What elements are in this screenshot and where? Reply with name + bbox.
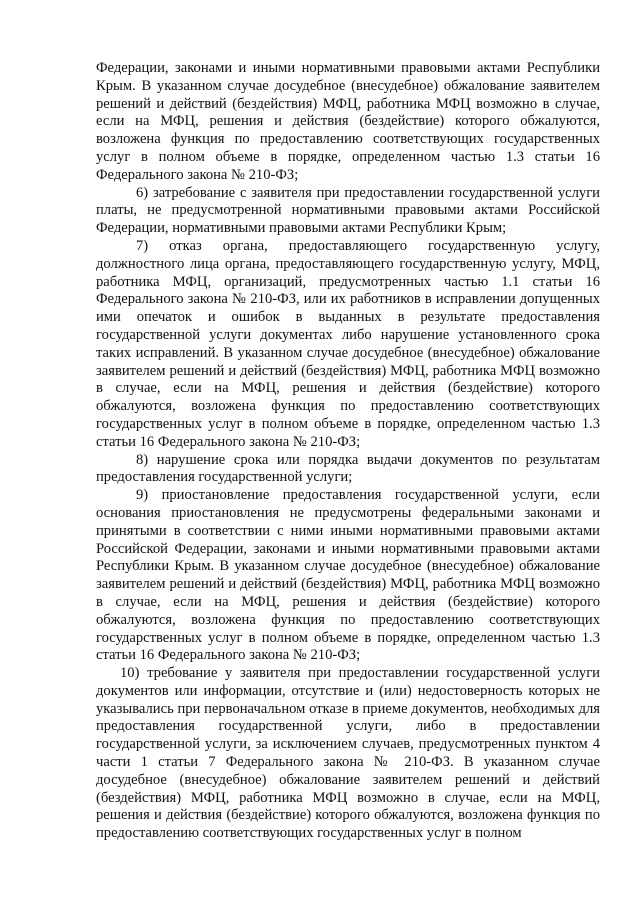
paragraph-item-10: 10) требование у заявителя при предоставлении государственной услуги документов или информации, отсутствие и (или) недостоверность которых не указывались при первоначальном отказе в приеме документов, необходимых для предоставления государственной услуги, либо в предоставлении государственной услуги, за исключением случаев, предусмотренных пунктом 4 части 1 статьи 7 Федерального закона № 210-ФЗ. В указанном случае досудебное (внесудебное) обжалование заявителем решений и действий (бездействия) МФЦ, работника МФЦ возможно в случае, если на МФЦ, решения и действия (бездействие) которого обжалуются, возложена функция по предоставлению соответствующих государственных услуг в полном: [96, 665, 600, 842]
paragraph-item-7: 7) отказ органа, предоставляющего государственную услугу, должностного лица органа, предоставляющего государственную услугу, МФЦ, работника МФЦ, организаций, предусмотренных частью 1.1 статьи 16 Федерального закона № 210-ФЗ, или их работников в исправлении допущенных ими опечаток и ошибок в выданных в результате предоставления государственной услуги документах либо нарушение установленного срока таких исправлений. В указанном случае досудебное (внесудебное) обжалование заявителем решений и действий (бездействия) МФЦ, работника МФЦ возможно в случае, если на МФЦ, решения и действия (бездействие) которого обжалуются, возложена функция по предоставлению соответствующих государственных услуг в полном объеме в порядке, определенном частью 1.3 статьи 16 Федерального закона № 210-ФЗ;: [96, 237, 600, 450]
paragraph-item-9: 9) приостановление предоставления государственной услуги, если основания приостановления не предусмотрены федеральными законами и принятыми в соответствии с ними иными нормативными правовыми актами Российской Федерации, законами и иными нормативными правовыми актами Республики Крым. В указанном случае досудебное (внесудебное) обжалование заявителем решений и действий (бездействия) МФЦ, работника МФЦ возможно в случае, если на МФЦ, решения и действия (бездействие) которого обжалуются, возложена функция по предоставлению соответствующих государственных услуг в полном объеме в порядке, определенном частью 1.3 статьи 16 Федерального закона № 210-ФЗ;: [96, 487, 600, 664]
paragraph-item-8: 8) нарушение срока или порядка выдачи документов по результатам предоставления государственной услуги;: [96, 451, 600, 486]
paragraph-continuation: Федерации, законами и иными нормативными правовыми актами Республики Крым. В указанном случае досудебное (внесудебное) обжалование заявителем решений и действий (бездействия) МФЦ, работника МФЦ возможно в случае, если на МФЦ, решения и действия (бездействие) которого обжалуются, возложена функция по предоставлению соответствующих государственных услуг в полном объеме в порядке, определенном частью 1.3 статьи 16 Федерального закона № 210-ФЗ;: [96, 60, 600, 183]
document-page: [96, 60, 600, 843]
paragraph-item-6: 6) затребование с заявителя при предоставлении государственной услуги платы, не предусмотренной нормативными правовыми актами Российской Федерации, нормативными правовыми актами Республики Крым;: [96, 184, 600, 237]
